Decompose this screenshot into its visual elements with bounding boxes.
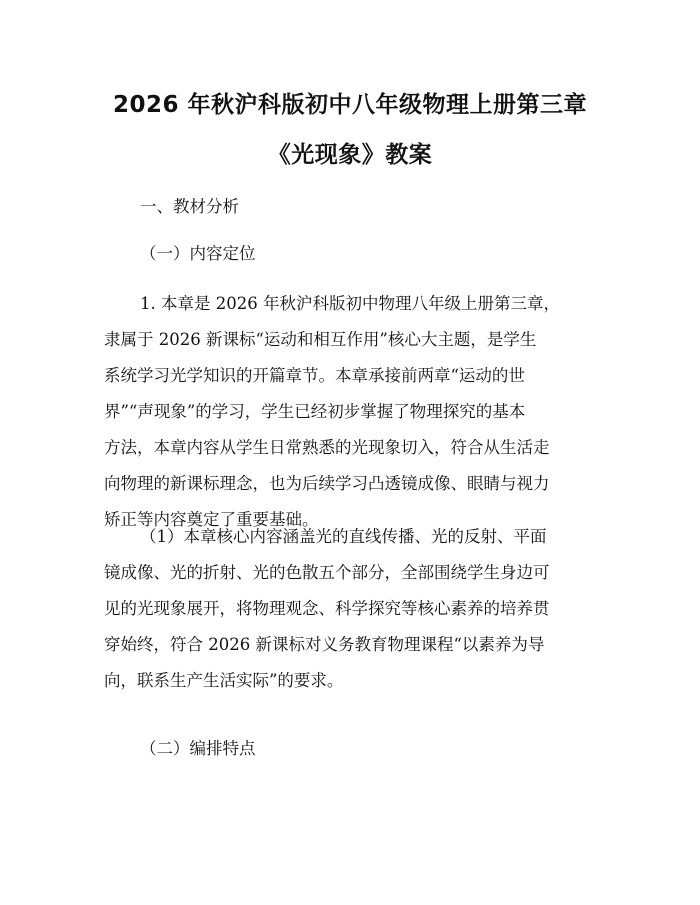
paragraph-line: 镜成像、光的折射、光的色散五个部分，全部围绕学生身边可 [104,563,550,582]
paragraph-line: 向物理的新课标理念，也为后续学习凸透镜成像、眼睛与视力 [104,474,550,493]
paragraph-line: 1. 本章是 2026 年秋沪科版初中物理八年级上册第三章， [140,294,560,313]
paragraph-chapter-overview [104,286,604,538]
subsection-heading-arrangement-features: （二）编排特点 [140,739,256,758]
paragraph-line: （1）本章核心内容涵盖光的直线传播、光的反射、平面 [140,527,547,546]
paragraph-line: 向，联系生产生活实际”的要求。 [104,671,344,690]
paragraph-line: 系统学习光学知识的开篇章节。本章承接前两章“运动的世 [104,366,525,385]
paragraph-core-content [104,519,604,699]
paragraph-line: 见的光现象展开，将物理观念、科学探究等核心素养的培养贯 [104,599,550,618]
paragraph-line: 矫正等内容奠定了重要基础。 [104,510,319,529]
document-title-line-1: 2026 年秋沪科版初中八年级物理上册第三章 [112,92,588,118]
document-title-line-2: 《光现象》教案 [267,142,433,168]
paragraph-line: 隶属于 2026 新课标“运动和相互作用”核心大主题，是学生 [104,330,537,349]
subsection-heading-content-positioning: （一）内容定位 [140,244,256,263]
paragraph-line: 方法，本章内容从学生日常熟悉的光现象切入，符合从生活走 [104,438,550,457]
paragraph-line: 界”“声现象”的学习，学生已经初步掌握了物理探究的基本 [104,402,526,421]
paragraph-line: 穿始终，符合 2026 新课标对义务教育物理课程“以素养为导 [104,635,545,654]
section-heading-teaching-material-analysis: 一、教材分析 [140,197,239,216]
